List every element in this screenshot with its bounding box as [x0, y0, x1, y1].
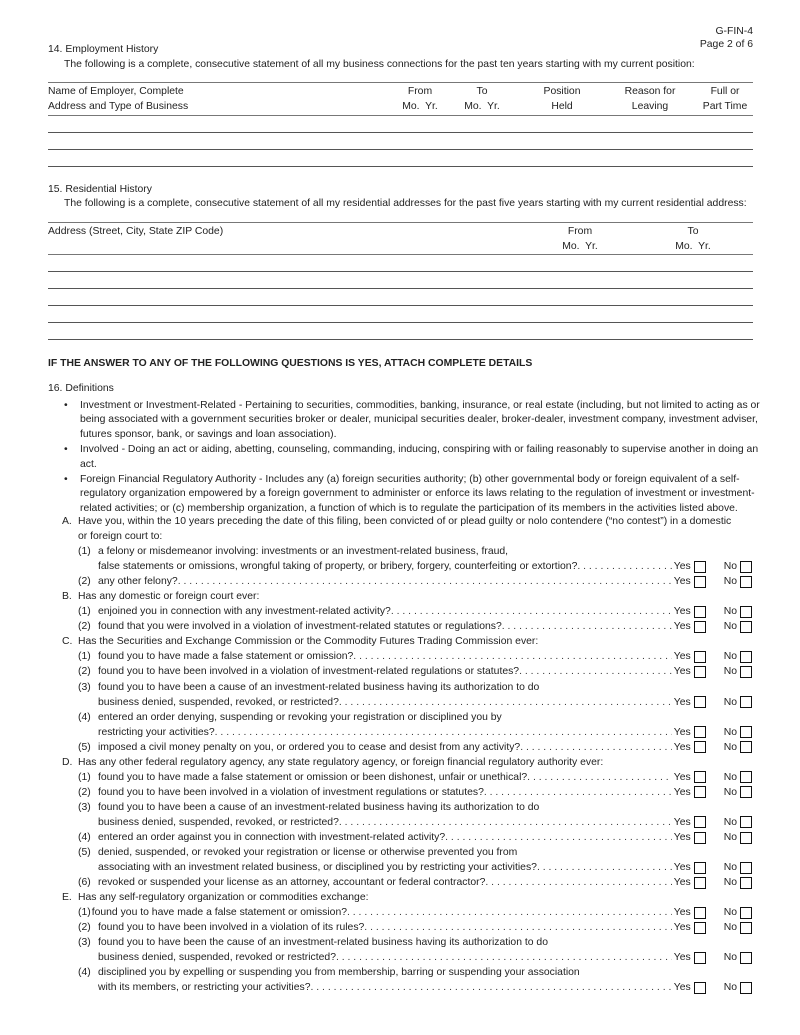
dot-leader — [577, 559, 671, 574]
question-row — [62, 965, 752, 980]
question-row — [62, 680, 752, 695]
divider — [48, 254, 753, 255]
no-label: No — [723, 982, 737, 994]
question-group-heading — [62, 634, 752, 649]
no-checkbox[interactable] — [740, 606, 752, 618]
form-id: G-FIN-4 — [715, 26, 753, 37]
question-number: (1) — [78, 546, 91, 558]
yes-checkbox[interactable] — [694, 666, 706, 678]
question-text: enjoined you in connection with any investment-related activity? — [98, 606, 391, 618]
questions-list — [62, 514, 752, 996]
definition-text: Involved - Doing an act or aiding, abetting, counseling, commanding, inducing, conspiring with or failing reasonably to supervise another in doing an act. — [80, 444, 759, 470]
no-checkbox[interactable] — [740, 877, 752, 889]
no-label: No — [723, 832, 737, 843]
form-header — [700, 25, 753, 51]
question-row — [62, 695, 752, 710]
question-text: with its members, or restricting your activities? — [98, 982, 311, 994]
question-number: (4) — [78, 967, 91, 979]
question-text: restricting your activities? — [98, 726, 215, 738]
yes-checkbox[interactable] — [694, 651, 706, 663]
dot-leader — [485, 875, 671, 890]
question-text: found you to have been involved in a violation of investment regulations or statutes? — [98, 786, 484, 798]
definition-text: Foreign Financial Regulatory Authority - Includes any (a) foreign securities authority; (b) other governmental body or foreign equivalent of a self-regulatory organization empowered by a foreign government to administer or enforce its laws relating to the regulation of investment or investment-related activities; or (c) membership organization, a function of which is to regulate the participation of its members in the activities listed above. — [80, 474, 755, 514]
column-label: Mo. Yr. — [562, 241, 598, 252]
column-label: From — [407, 86, 433, 97]
question-group-text: Have you, within the 10 years preceding the date of this filing, been convicted of or plead guilty or nolo contendere (“no contest”) in a domestic — [78, 516, 732, 528]
question-row — [62, 905, 752, 920]
yes-label: Yes — [673, 726, 691, 738]
question-row — [62, 785, 752, 800]
column-label: Full or — [710, 86, 740, 97]
no-checkbox[interactable] — [740, 726, 752, 738]
dot-leader — [347, 905, 672, 920]
question-row — [62, 710, 752, 725]
question-row — [62, 830, 752, 845]
column-label: Address and Type of Business — [48, 101, 189, 112]
yes-checkbox[interactable] — [694, 982, 706, 994]
question-number: (2) — [78, 666, 91, 678]
residence-entry-line[interactable] — [48, 271, 753, 272]
no-label: No — [723, 726, 737, 738]
question-row — [62, 574, 752, 589]
column-label: Mo. Yr. — [675, 241, 711, 252]
employment-entry-line[interactable] — [48, 149, 753, 150]
question-row — [62, 559, 752, 574]
yes-label: Yes — [673, 771, 691, 783]
yes-label: Yes — [673, 651, 691, 663]
dot-leader — [364, 920, 671, 935]
question-letter: B. — [62, 591, 72, 603]
yes-label: Yes — [673, 741, 691, 753]
no-checkbox[interactable] — [740, 576, 752, 588]
no-label: No — [723, 786, 737, 798]
dot-leader — [353, 649, 671, 664]
yes-checkbox[interactable] — [694, 726, 706, 738]
no-checkbox[interactable] — [740, 816, 752, 828]
page-number: Page 2 of 6 — [699, 39, 753, 50]
definition-item — [62, 473, 762, 516]
question-row — [62, 950, 752, 965]
no-checkbox[interactable] — [740, 907, 752, 919]
no-label: No — [723, 952, 737, 964]
question-letter: C. — [62, 636, 73, 648]
yes-label: Yes — [673, 561, 691, 573]
question-text: found you to have made a false statement or omission or been dishonest, unfair or unethical? — [98, 771, 528, 783]
question-row — [62, 664, 752, 679]
column-label: Leaving — [631, 101, 669, 112]
section-16-title: 16. Definitions — [48, 383, 114, 394]
question-group-heading — [62, 514, 752, 529]
no-label: No — [723, 816, 737, 828]
column-label: Mo. Yr. — [402, 101, 438, 112]
column-from — [550, 224, 610, 254]
question-text: entered an order against you in connection with investment-related activity? — [98, 832, 446, 843]
column-label: Name of Employer, Complete — [48, 86, 184, 97]
no-checkbox[interactable] — [740, 741, 752, 753]
yes-checkbox[interactable] — [694, 786, 706, 798]
column-label: Part Time — [702, 101, 748, 112]
column-to — [663, 224, 723, 254]
question-number: (2) — [78, 786, 91, 798]
question-letter: E. — [62, 892, 72, 904]
no-checkbox[interactable] — [740, 952, 752, 964]
residence-entry-line[interactable] — [48, 339, 753, 340]
yes-checkbox[interactable] — [694, 922, 706, 934]
no-checkbox[interactable] — [740, 832, 752, 844]
yes-checkbox[interactable] — [694, 907, 706, 919]
no-checkbox[interactable] — [740, 696, 752, 708]
question-row — [62, 935, 752, 950]
question-text: associating with an investment related business, or disciplined you by restricting your activities? — [98, 862, 537, 874]
question-number: (2) — [78, 922, 91, 934]
yes-checkbox[interactable] — [694, 816, 706, 828]
bullet-icon: • — [64, 474, 68, 486]
question-number: (1) — [78, 651, 91, 663]
yes-label: Yes — [673, 952, 691, 964]
question-text: denied, suspended, or revoked your registration or license or otherwise prevented you from — [98, 847, 518, 859]
yes-label: Yes — [673, 862, 691, 874]
definition-item — [62, 399, 762, 442]
yes-label: Yes — [673, 621, 691, 633]
question-group-text: Has any other federal regulatory agency, any state regulatory agency, or foreign financial regulatory authority ever: — [78, 756, 604, 768]
no-label: No — [723, 606, 737, 618]
question-letter: A. — [62, 516, 72, 528]
no-label: No — [723, 696, 737, 708]
question-text: found you to have been involved in a violation of investment-related regulations or statutes? — [98, 666, 520, 678]
dot-leader — [519, 664, 672, 679]
question-number: (1) — [78, 771, 91, 783]
yes-label: Yes — [673, 877, 691, 889]
column-label: To — [687, 226, 699, 237]
column-label: Position — [543, 86, 581, 97]
question-text: disciplined you by expelling or suspending you from membership, barring or suspending your association — [98, 967, 580, 979]
question-number: (2) — [78, 576, 91, 588]
question-text: any other felony? — [98, 576, 178, 588]
no-checkbox[interactable] — [740, 786, 752, 798]
question-number: (4) — [78, 832, 91, 843]
question-group-text: Has any self-regulatory organization or commodities exchange: — [78, 892, 369, 904]
bullet-icon: • — [64, 400, 68, 411]
question-row — [62, 604, 752, 619]
question-group-heading — [62, 589, 752, 604]
yes-checkbox[interactable] — [694, 771, 706, 783]
no-label: No — [723, 651, 737, 663]
yes-label: Yes — [673, 922, 691, 934]
question-number: (6) — [78, 877, 91, 889]
divider — [48, 115, 753, 116]
question-row — [62, 740, 752, 755]
question-number: (5) — [78, 741, 91, 753]
question-row — [62, 619, 752, 634]
question-row — [62, 815, 752, 830]
question-text: found you to have been the cause of an investment-related business having its authorization to do — [98, 937, 548, 949]
question-number: (2) — [78, 621, 91, 633]
question-text: found you to have made a false statement or omission? — [98, 651, 354, 663]
no-checkbox[interactable] — [740, 771, 752, 783]
dot-leader — [502, 619, 672, 634]
question-number: (1) — [78, 606, 91, 618]
column-label: Address (Street, City, State ZIP Code) — [48, 226, 224, 237]
dot-leader — [484, 785, 672, 800]
question-number: (5) — [78, 847, 91, 859]
dot-leader — [520, 740, 672, 755]
no-label: No — [723, 621, 737, 633]
question-row — [62, 800, 752, 815]
yes-checkbox[interactable] — [694, 606, 706, 618]
no-label: No — [723, 561, 737, 573]
no-checkbox[interactable] — [740, 862, 752, 874]
no-label: No — [723, 907, 737, 919]
column-label: Held — [551, 101, 573, 112]
dot-leader — [537, 860, 672, 875]
no-checkbox[interactable] — [740, 922, 752, 934]
divider — [48, 82, 753, 83]
no-checkbox[interactable] — [740, 621, 752, 633]
question-text: revoked or suspended your license as an attorney, accountant or federal contractor? — [98, 877, 486, 889]
question-text: business denied, suspended, revoked, or restricted? — [98, 816, 339, 828]
question-number: (1) — [78, 907, 91, 919]
question-row — [62, 770, 752, 785]
residence-entry-line[interactable] — [48, 288, 753, 289]
divider — [48, 222, 753, 223]
question-row — [62, 875, 752, 890]
question-text: business denied, suspended, revoked or restricted? — [98, 952, 336, 964]
dot-leader — [178, 574, 672, 589]
dot-leader — [311, 980, 672, 995]
question-text: a felony or misdemeanor involving: investments or an investment-related business, fraud, — [98, 546, 509, 558]
definition-item — [62, 443, 762, 472]
column-label: Mo. Yr. — [464, 101, 500, 112]
no-checkbox[interactable] — [740, 982, 752, 994]
yes-checkbox[interactable] — [694, 576, 706, 588]
dot-leader — [339, 815, 672, 830]
question-text: found you to have made a false statement or omission? — [91, 907, 347, 919]
question-row — [62, 725, 752, 740]
residence-entry-line[interactable] — [48, 322, 753, 323]
question-text: found that you were involved in a violation of investment-related statutes or regulations? — [98, 621, 502, 633]
no-checkbox[interactable] — [740, 651, 752, 663]
question-group-text: Has the Securities and Exchange Commission or the Commodity Futures Trading Commission ever: — [78, 636, 539, 648]
dot-leader — [336, 950, 672, 965]
yes-checkbox[interactable] — [694, 952, 706, 964]
question-letter: D. — [62, 756, 73, 768]
yes-label: Yes — [673, 576, 691, 588]
section-15-title: 15. Residential History — [48, 184, 152, 195]
question-text: found you to have been a cause of an investment-related business having its authorization to do — [98, 681, 540, 693]
column-address — [48, 224, 223, 239]
yes-label: Yes — [673, 606, 691, 618]
no-checkbox[interactable] — [740, 561, 752, 573]
column-reason — [610, 84, 690, 114]
yes-checkbox[interactable] — [694, 561, 706, 573]
yes-checkbox[interactable] — [694, 621, 706, 633]
no-label: No — [723, 877, 737, 889]
yes-checkbox[interactable] — [694, 741, 706, 753]
no-label: No — [723, 922, 737, 934]
question-row — [62, 980, 752, 995]
yes-label: Yes — [673, 696, 691, 708]
column-label: From — [567, 226, 593, 237]
employment-entry-line[interactable] — [48, 132, 753, 133]
column-label: Reason for — [624, 86, 676, 97]
no-label: No — [723, 741, 737, 753]
yes-label: Yes — [673, 832, 691, 843]
residence-entry-line[interactable] — [48, 305, 753, 306]
question-group-heading — [62, 755, 752, 770]
question-group-text: Has any domestic or foreign court ever: — [78, 591, 260, 603]
bullet-icon: • — [64, 444, 68, 456]
no-label: No — [723, 576, 737, 588]
dot-leader — [445, 830, 672, 845]
dot-leader — [391, 604, 672, 619]
definition-text: Investment or Investment-Related - Pertaining to securities, commodities, banking, insurance, or real estate (including, but not limited to acting as or being associated with a government securities broker or dealer, municipal securities dealer, broker-dealer, investment company, investment adviser, futures sponsor, bank, or savings and loan association). — [80, 400, 760, 440]
column-to — [452, 84, 512, 114]
column-full-part — [697, 84, 753, 114]
question-group-text: or foreign court to: — [78, 531, 163, 543]
question-number: (3) — [78, 801, 91, 813]
question-number: (3) — [78, 681, 91, 693]
section-14-title: 14. Employment History — [48, 44, 159, 55]
column-from — [390, 84, 450, 114]
yes-label: Yes — [673, 816, 691, 828]
no-label: No — [723, 666, 737, 678]
question-group-heading — [62, 529, 752, 544]
question-number: (4) — [78, 711, 91, 723]
section-15-intro: The following is a complete, consecutive statement of all my residential addresses for the past five years starting with my current residential address: — [64, 198, 747, 209]
no-label: No — [723, 771, 737, 783]
yes-label: Yes — [673, 786, 691, 798]
question-text: found you to have been a cause of an investment-related business having its authorization to do — [98, 801, 540, 813]
dot-leader — [215, 725, 672, 740]
yes-label: Yes — [673, 907, 691, 919]
yes-label: Yes — [673, 666, 691, 678]
no-label: No — [723, 862, 737, 874]
question-number: (3) — [78, 937, 91, 949]
question-row — [62, 649, 752, 664]
column-position — [527, 84, 597, 114]
yes-checkbox[interactable] — [694, 877, 706, 889]
employment-entry-line[interactable] — [48, 166, 753, 167]
question-text: false statements or omissions, wrongful taking of property, or bribery, forgery, counterfeiting or extortion? — [98, 561, 578, 573]
definitions-list — [62, 399, 762, 517]
question-text: found you to have been involved in a violation of its rules? — [98, 922, 365, 934]
yes-checkbox[interactable] — [694, 832, 706, 844]
question-row — [62, 845, 752, 860]
yes-checkbox[interactable] — [694, 862, 706, 874]
no-checkbox[interactable] — [740, 666, 752, 678]
dot-leader — [339, 695, 672, 710]
notice-heading: IF THE ANSWER TO ANY OF THE FOLLOWING QUESTIONS IS YES, ATTACH COMPLETE DETAILS — [48, 358, 533, 369]
question-row — [62, 860, 752, 875]
yes-label: Yes — [673, 982, 691, 994]
column-label: To — [476, 86, 488, 97]
question-row — [62, 544, 752, 559]
question-text: entered an order denying, suspending or revoking your registration or disciplined you by — [98, 711, 502, 723]
yes-checkbox[interactable] — [694, 696, 706, 708]
question-text: business denied, suspended, revoked, or restricted? — [98, 696, 339, 708]
question-row — [62, 920, 752, 935]
question-text: imposed a civil money penalty on you, or ordered you to cease and desist from any activity? — [98, 741, 521, 753]
question-group-heading — [62, 890, 752, 905]
column-employer — [48, 84, 188, 114]
section-14-intro: The following is a complete, consecutive statement of all my business connections for the past ten years starting with my current position: — [64, 59, 695, 70]
dot-leader — [527, 770, 672, 785]
